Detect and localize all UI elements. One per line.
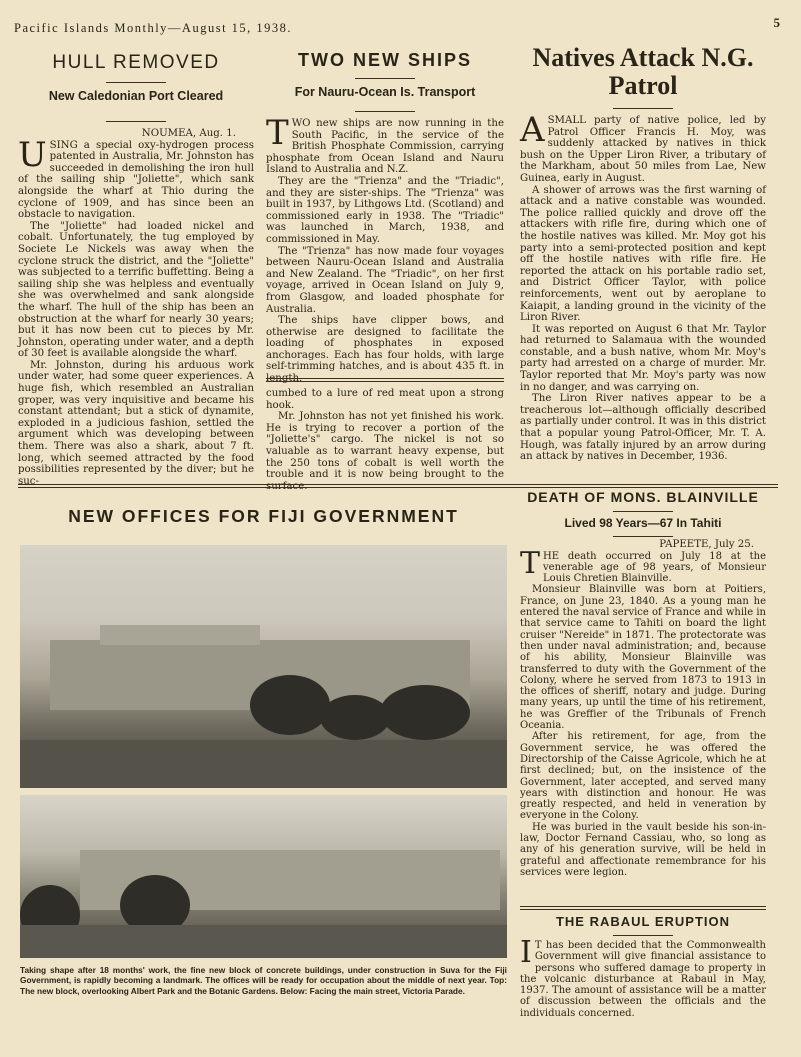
rule: [355, 78, 415, 79]
subhead-hull-removed: New Caledonian Port Cleared: [48, 89, 224, 103]
page-number: 5: [773, 15, 780, 30]
dropcap: T: [520, 545, 541, 581]
masthead: [14, 15, 784, 39]
tree-shape: [250, 675, 330, 735]
dateline-papeete: PAPEETE, July 25.: [659, 539, 754, 550]
paragraph: The Liron River natives appear to be a treacherous lot—although officially described as partially under control. It was in this district that a popular young Patrol-Officer, Mr. T. A. Hough, was fatally injured by an arrow during an attack by natives in December, 1936.: [520, 393, 766, 463]
dateline-noumea: NOUMEA, Aug. 1.: [141, 128, 236, 139]
paragraph: The "Joliette" had loaded nickel and cobalt. Unfortunately, the tug employed by Societe Le Nickels was away when the cyclone struck the district, and the "Joliette" was subjected to a terrific buffetting. Being a sailing ship she was helpless and eventually she was overwhelmed and sank alongside the wharf. The hull of the ship has been an obstruction at the wharf for nearly 30 years; but it has now been cut to pieces by Mr. Johnston, operating under water, and a depth of 30 feet is available alongside the wharf.: [18, 220, 254, 360]
building-shape: [100, 625, 260, 645]
paragraph: They are the "Trienza" and the "Triadic", and they are sister-ships. The "Trienza" was built in 1937, by Lithgows Ltd. (Scotland) and commissioned early in 1938. The "Triadic" was launched in March, 1938, and commissioned in May.: [266, 175, 504, 245]
headline-rabaul-eruption: THE RABAUL ERUPTION: [555, 914, 731, 929]
paragraph: It was reported on August 6 that Mr. Taylor had returned to Salamaua with the wounded constable, and a bush native, whom Mr. Moy's party had arrested on a charge of murder. Mr. Taylor reported that Mr. Moy's party was now in no danger, and was carrying on.: [520, 323, 766, 393]
rule: [613, 511, 673, 512]
photo-fiji-offices-bottom: [20, 795, 507, 958]
paragraph: WO new ships are now running in the South Pacific, in the service of the British Phosphate Commission, carrying phosphate from Ocean Island and Nauru Island to Australia and N.Z.: [266, 118, 504, 176]
headline-natives-attack: Natives Attack N.G. Patrol: [532, 43, 754, 100]
headline-death-blainville: DEATH OF MONS. BLAINVILLE: [527, 489, 759, 505]
photo-caption: Taking shape after 18 months' work, the fine new block of concrete buildings, under construction in Suva for the Fiji Government, is rapidly becoming a landmark. The offices will be ready for occupation about the middle of next year. Top: The new block, overlooking Albert Park and the Botanic Gardens. Below: Facing the main street, Victoria Parade.: [20, 965, 507, 996]
article-hull-removed-continued: [266, 388, 504, 492]
paragraph: HE death occurred on July 18 at the venerable age of 98 years, of Monsieur Louis Chretien Blainville.: [543, 550, 766, 585]
paragraph: Mr. Johnston, during his arduous work under water, had some queer experiences. A huge fish, which resembled an Australian groper, was very inquisitive and became his constant attendant; but a stick of dynamite, exploded in a judicious fashion, settled the argument which was developing between them. There was also a shark, about 7 ft. long, which seemed attracted by the food possibilities represented by the diver; but he suc-: [18, 359, 254, 487]
paragraph: SMALL party of native police, led by Patrol Officer Francis H. Moy, was suddenly attacked by natives in thick bush on the Upper Liron River, a tributary of the Markham, about 50 miles from Lae, New Guinea, early in August.: [520, 115, 766, 184]
section-divider: [520, 906, 766, 910]
rule: [355, 111, 415, 112]
dropcap: T: [266, 113, 289, 153]
section-divider: [18, 484, 778, 488]
rule: [106, 82, 166, 83]
paragraph: He was buried in the vault beside his son-in-law, Doctor Fernand Cassiau, who, so long as any of his generation survive, will be held in grateful and affectionate remembrance for his services were legion.: [520, 821, 766, 878]
street-shape: [20, 925, 507, 958]
paragraph: The "Trienza" has now made four voyages between Nauru-Ocean Island and Australia and New Zealand. The "Triadic", on her first voyage, arrived in Ocean Island on July 9, from Glasgow, and loaded phosphate for Australia.: [266, 245, 504, 315]
tree-shape: [320, 695, 390, 740]
article-death-blainville: [520, 489, 766, 878]
rule: [613, 935, 673, 936]
paragraph: The ships have clipper bows, and otherwise are designed to facilitate the loading of phosphates in exposed anchorages. Each has four holds, with large self-trimming hatches, and is about 435 ft. in length.: [266, 315, 504, 385]
dropcap: I: [520, 935, 532, 970]
headline-fiji-offices: NEW OFFICES FOR FIJI GOVERNMENT: [68, 506, 459, 526]
paragraph: T has been decided that the Commonwealth Government will give financial assistance to persons who suffered damage to property in the volcanic disturbance at Rabaul in May, 1937. The amount of assistance will be a matter of discussion between the officials and the individuals concerned.: [520, 940, 766, 1019]
article-rabaul-eruption: [520, 914, 766, 1019]
paragraph: SING a special oxy-hydrogen process patented in Australia, Mr. Johnston has succeeded in demolishing the iron hull of the sailing ship "Joliette", which sank alongside the wharf at Thio during the cyclone of 1909, and has since been an obstacle to navigation.: [18, 139, 254, 221]
headline-two-new-ships: TWO NEW SHIPS: [298, 50, 472, 70]
rule: [613, 536, 673, 537]
headline-hull-removed: HULL REMOVED: [52, 52, 220, 73]
dropcap: U: [18, 134, 47, 175]
section-divider: [266, 378, 504, 382]
rule: [106, 121, 166, 122]
article-two-new-ships: [266, 50, 504, 385]
lawn-shape: [20, 740, 507, 788]
dropcap: A: [520, 110, 545, 150]
paragraph: A shower of arrows was the first warning of attack and a native constable was wounded. The police rallied quickly and drove off the attackers with rifle fire, during which one of the hostile natives was killed. Mr. Moy got his party into a semi-protected position and kept off the hostile natives with rifle fire. He reported the attack on his portable radio set, and District Officer Taylor, with police reinforcements, went out by aeroplane to Kaiapit, a landing ground in the vicinity of the Liron River.: [520, 184, 766, 324]
photo-fiji-offices-top: [20, 545, 507, 788]
paragraph: After his retirement, for age, from the Government service, he was offered the Directorship of the Caisse Agricole, which he at first declined; but, on the insistence of the Government, later accepted, and served many years with distinction and honour. He was greatly respected, and held in veneration by everyone in the Colony.: [520, 731, 766, 822]
masthead-title: Pacific Islands Monthly—August 15, 1938.: [14, 21, 293, 35]
paragraph: Monsieur Blainville was born at Poitiers, France, on June 23, 1840. As a young man he entered the naval service of France and while in that service came to Tahiti on board the light cruiser "Nereide" in 1871. The protectorate was then under naval administration; and, because of his ability, Monsieur Blainville was transferred to duty with the Government of the Colony, where he served from 1873 to 1913 in the offices of sheriff, notary and judge. During many years, up until the time of his retirement, he was Greffier of the Tribunals of French Oceania.: [520, 584, 766, 732]
paragraph: cumbed to a lure of red meat upon a strong hook.: [266, 388, 504, 411]
subhead-two-new-ships: For Nauru-Ocean Is. Transport: [294, 85, 476, 99]
subhead-death-blainville: Lived 98 Years—67 In Tahiti: [564, 516, 722, 530]
tree-shape: [380, 685, 470, 740]
article-natives-attack: [520, 44, 766, 463]
rule: [613, 108, 673, 109]
article-hull-removed: [18, 52, 254, 487]
paragraph: Mr. Johnston has not yet finished his work. He is trying to recover a portion of the "Joliette's" cargo. The nickel is not so valuable as to warrant heavy expense, but the 250 tons of cobalt is well worth the trouble and it is now being brought to the surface.: [266, 411, 504, 492]
